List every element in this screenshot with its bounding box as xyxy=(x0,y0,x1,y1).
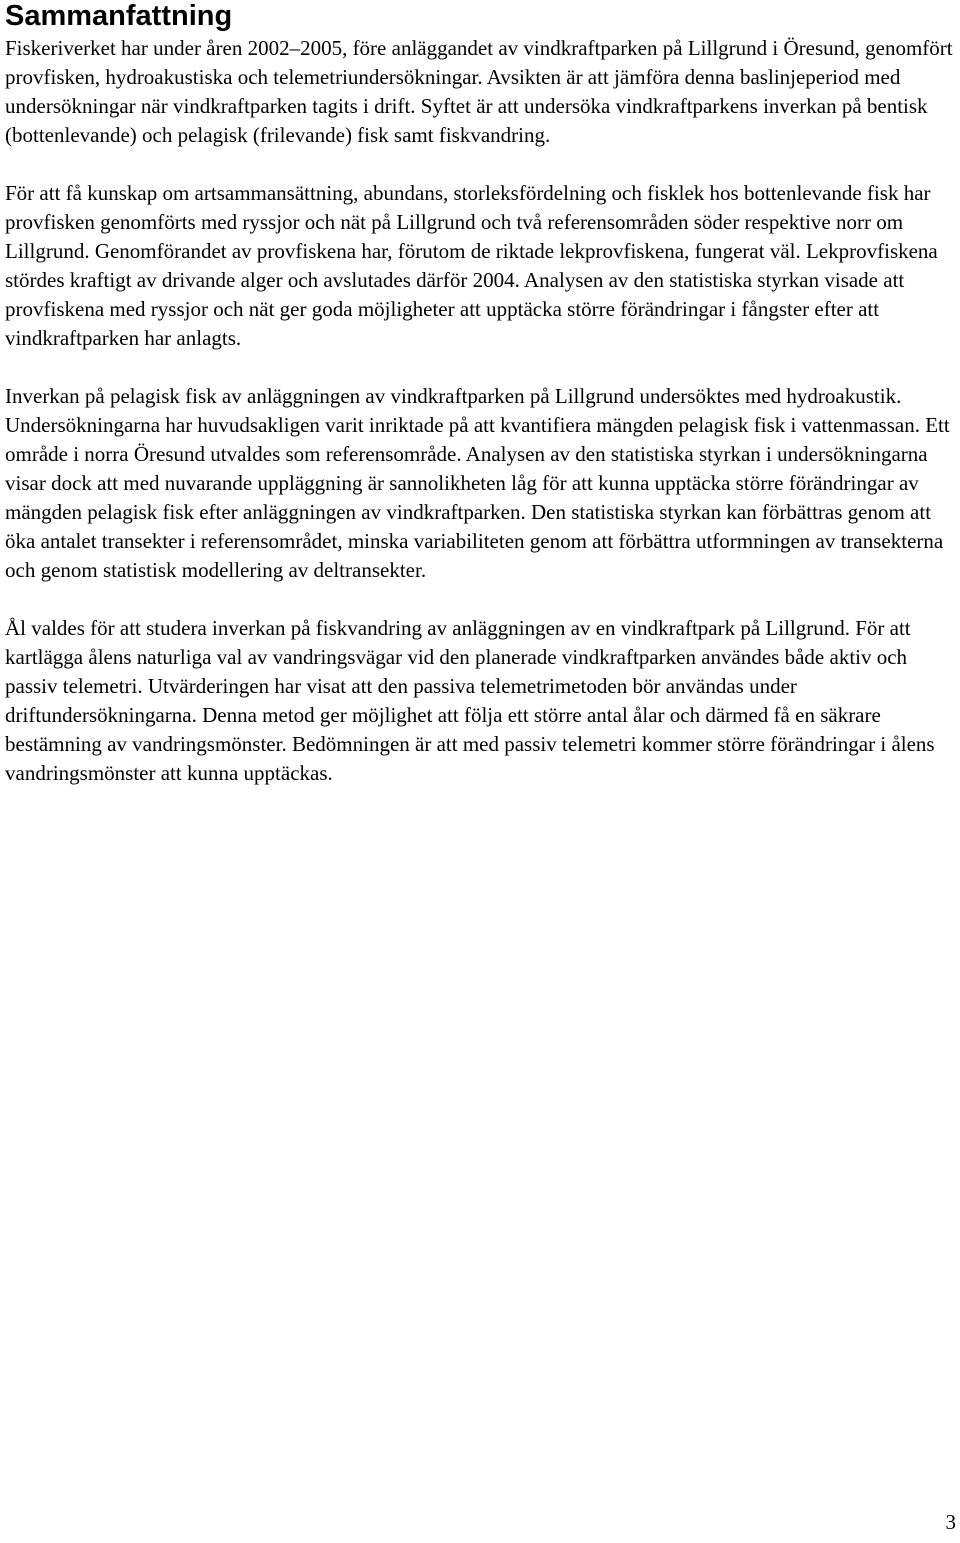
section-heading: Sammanfattning xyxy=(5,0,233,32)
paragraph-pelagic-fish: Inverkan på pelagisk fisk av anläggningen av vindkraftparken på Lillgrund undersöktes med hydroakustik. Undersökningarna har huvudsakligen varit inriktade på att kvantifiera mängden pelagisk fisk i vattenmassan. Ett område i norra Öresund utvaldes som referensområde. Analysen av den statistiska styrkan i undersökningarna visar dock att med nuvarande uppläggning är sannolikheten låg för att kunna upptäcka större förändringar av mängden pelagisk fisk efter anläggningen av vindkraftparken. Den statistiska styrkan kan förbättras genom att öka antalet transekter i referensområdet, minska variabiliteten genom att förbättra utformningen av transekterna och genom statistisk modellering av deltransekter. xyxy=(5,384,950,582)
page-number: 3 xyxy=(945,1510,956,1534)
paragraph-bottom-fish: För att få kunskap om artsammansättning, abundans, storleksfördelning och fisklek hos bottenlevande fisk har provfisken genomförts med ryssjor och nät på Lillgrund och två referensområden söder respektive norr om Lillgrund. Genomförandet av provfiskena har, förutom de riktade lekprovfiskena, fungerat väl. Lekprovfiskena stördes kraftigt av drivande alger och avslutades därför 2004. Analysen av den statistiska styrkan visade att provfiskena med ryssjor och nät ger goda möjligheter att upptäcka större förändringar i fångster efter att vindkraftparken har anlagts. xyxy=(5,181,938,350)
document-page xyxy=(5,0,955,788)
paragraph-eel-migration: Ål valdes för att studera inverkan på fiskvandring av anläggningen av en vindkraftpark på Lillgrund. För att kartlägga ålens naturliga val av vandringsvägar vid den planerade vindkraftparken användes både aktiv och passiv telemetri. Utvärderingen har visat att den passiva telemetrimetoden bör användas under driftundersökningarna. Denna metod ger möjlighet att följa ett större antal ålar och därmed få en säkrare bestämning av vandringsmönster. Bedömningen är att med passiv telemetri kommer större förändringar i ålens vandringsmönster att kunna upptäckas. xyxy=(5,616,935,785)
paragraph-intro: Fiskeriverket har under åren 2002–2005, före anläggandet av vindkraftparken på Lillgrund i Öresund, genomfört provfisken, hydroakustiska och telemetriundersökningar. Avsikten är att jämföra denna baslinjeperiod med undersökningar när vindkraftparken tagits i drift. Syftet är att undersöka vindkraftparkens inverkan på bentisk (bottenlevande) och pelagisk (frilevande) fisk samt fiskvandring. xyxy=(5,36,953,147)
